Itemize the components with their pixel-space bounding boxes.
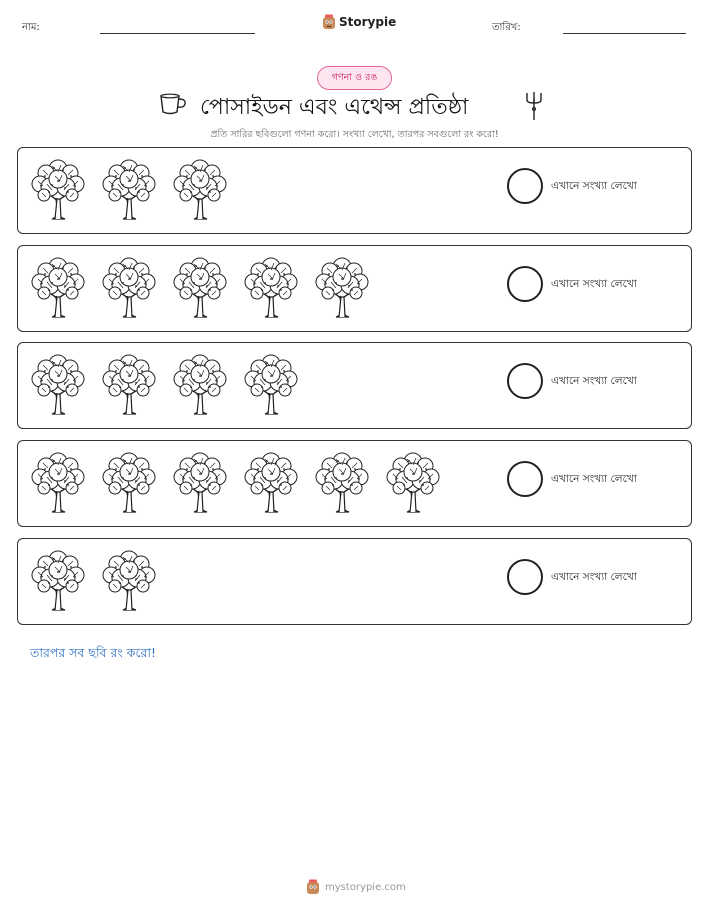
tree-icon [101, 157, 157, 221]
count-row-1 [17, 147, 692, 234]
tree-icon [30, 548, 86, 612]
tree-icon [172, 352, 228, 416]
tree-icon [30, 255, 86, 319]
answer-label: এখানে সংখ্যা লেখো [551, 571, 637, 583]
tree-icon [243, 450, 299, 514]
answer-circle[interactable] [507, 363, 543, 399]
tree-icon [101, 352, 157, 416]
instructions: প্রতি সারির ছবিগুলো গণনা করো। সংখ্যা লেখো, তারপর সবগুলো রং করো! [210, 129, 499, 140]
tree-icon [172, 255, 228, 319]
tree-icon [172, 450, 228, 514]
footer-site: mystorypie.com [325, 881, 406, 893]
tree-group [30, 450, 441, 514]
tree-group [30, 352, 299, 416]
tree-icon [30, 352, 86, 416]
page-title: পোসাইডন এবং এথেন্স প্রতিষ্ঠা [200, 95, 469, 120]
answer-circle[interactable] [507, 461, 543, 497]
storypie-mascot-icon [322, 14, 336, 30]
answer-circle[interactable] [507, 266, 543, 302]
brand-name: Storypie [339, 15, 397, 29]
answer-label: এখানে সংখ্যা লেখো [551, 473, 637, 485]
tree-icon [314, 255, 370, 319]
tree-icon [30, 450, 86, 514]
tree-icon [101, 255, 157, 319]
answer-circle[interactable] [507, 559, 543, 595]
tree-icon [243, 255, 299, 319]
storypie-mascot-icon [306, 879, 320, 895]
tree-group [30, 157, 228, 221]
count-row-2 [17, 245, 692, 332]
tree-icon [30, 157, 86, 221]
brand-logo [322, 14, 396, 30]
name-field[interactable] [100, 33, 255, 34]
trident-icon [524, 91, 544, 121]
tree-icon [172, 157, 228, 221]
tree-icon [101, 450, 157, 514]
tree-icon [385, 450, 441, 514]
tree-icon [101, 548, 157, 612]
count-row-3 [17, 342, 692, 429]
page-footer [306, 879, 406, 895]
tree-group [30, 255, 370, 319]
count-row-4 [17, 440, 692, 527]
page-header [0, 14, 709, 44]
category-badge: গণনা ও রঙ [317, 66, 392, 90]
name-label: নাম: [22, 22, 40, 33]
answer-label: এখানে সংখ্যা লেখো [551, 278, 637, 290]
answer-label: এখানে সংখ্যা লেখো [551, 180, 637, 192]
cup-icon [158, 92, 188, 116]
color-instruction: তারপর সব ছবি রং করো! [30, 645, 156, 660]
date-label: তারিখ: [492, 22, 521, 33]
date-field[interactable] [563, 33, 686, 34]
answer-label: এখানে সংখ্যা লেখো [551, 375, 637, 387]
count-row-5 [17, 538, 692, 625]
tree-icon [243, 352, 299, 416]
answer-circle[interactable] [507, 168, 543, 204]
tree-group [30, 548, 157, 612]
tree-icon [314, 450, 370, 514]
